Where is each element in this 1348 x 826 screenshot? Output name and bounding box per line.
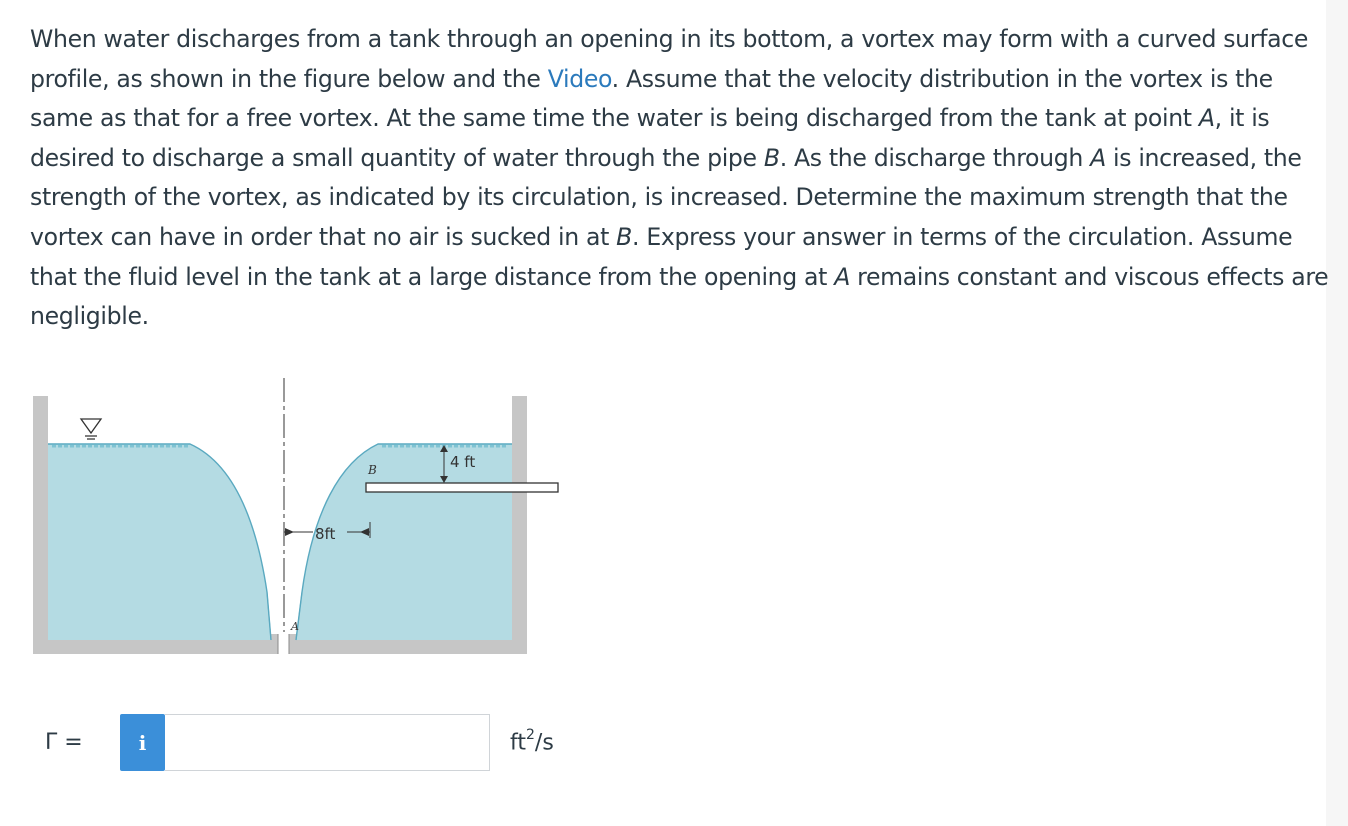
point-a-ref: A	[834, 262, 851, 291]
free-surface-marker-icon	[81, 419, 101, 439]
radius-label: 8ft	[315, 525, 336, 543]
question-part: is increased, the strength of the vortex, as indicated by its circulation, is increased. Determine the maximum strength that the vortex can have in order that no air is sucked in at	[30, 143, 1302, 251]
unit-base: ft	[510, 730, 526, 756]
label-b: B	[368, 463, 377, 477]
circulation-label: Γ =	[45, 730, 83, 755]
depth-label: 4 ft	[450, 453, 476, 471]
point-a-ref: A	[1090, 143, 1106, 172]
point-b-ref: B	[616, 222, 633, 251]
point-b-ref: B	[763, 143, 780, 172]
water-body	[48, 444, 512, 640]
video-link[interactable]: Video	[547, 64, 612, 93]
unit-label	[510, 729, 554, 755]
point-a-ref: A	[1198, 104, 1215, 133]
question-text	[30, 20, 1340, 337]
pipe-b	[366, 483, 558, 492]
question-part: remains constant and viscous effects are negligible.	[30, 262, 1329, 331]
unit-exponent: 2	[525, 727, 535, 743]
question-part: When water discharges from a tank through an opening in its bottom, a vortex may form with a curved surface profile, as shown in the figure below and the	[30, 25, 1308, 93]
unit-tail: /s	[534, 730, 554, 756]
circulation-answer-input[interactable]	[165, 714, 490, 771]
question-part: . Assume that the velocity distribution in the vortex is the same as that for a free vortex. At the same time the water is being discharged from the tank at point	[30, 64, 1273, 133]
question-part: , it is desired to discharge a small quantity of water through the pipe	[30, 104, 1270, 172]
label-a: A	[291, 620, 299, 633]
question-part: . As the discharge through	[779, 143, 1091, 172]
question-part: . Express your answer in terms of the circulation. Assume that the fluid level in the tank at a large distance from the opening at	[30, 222, 1293, 291]
vortex-tank-figure	[30, 372, 570, 662]
info-icon[interactable]: i	[120, 714, 165, 771]
